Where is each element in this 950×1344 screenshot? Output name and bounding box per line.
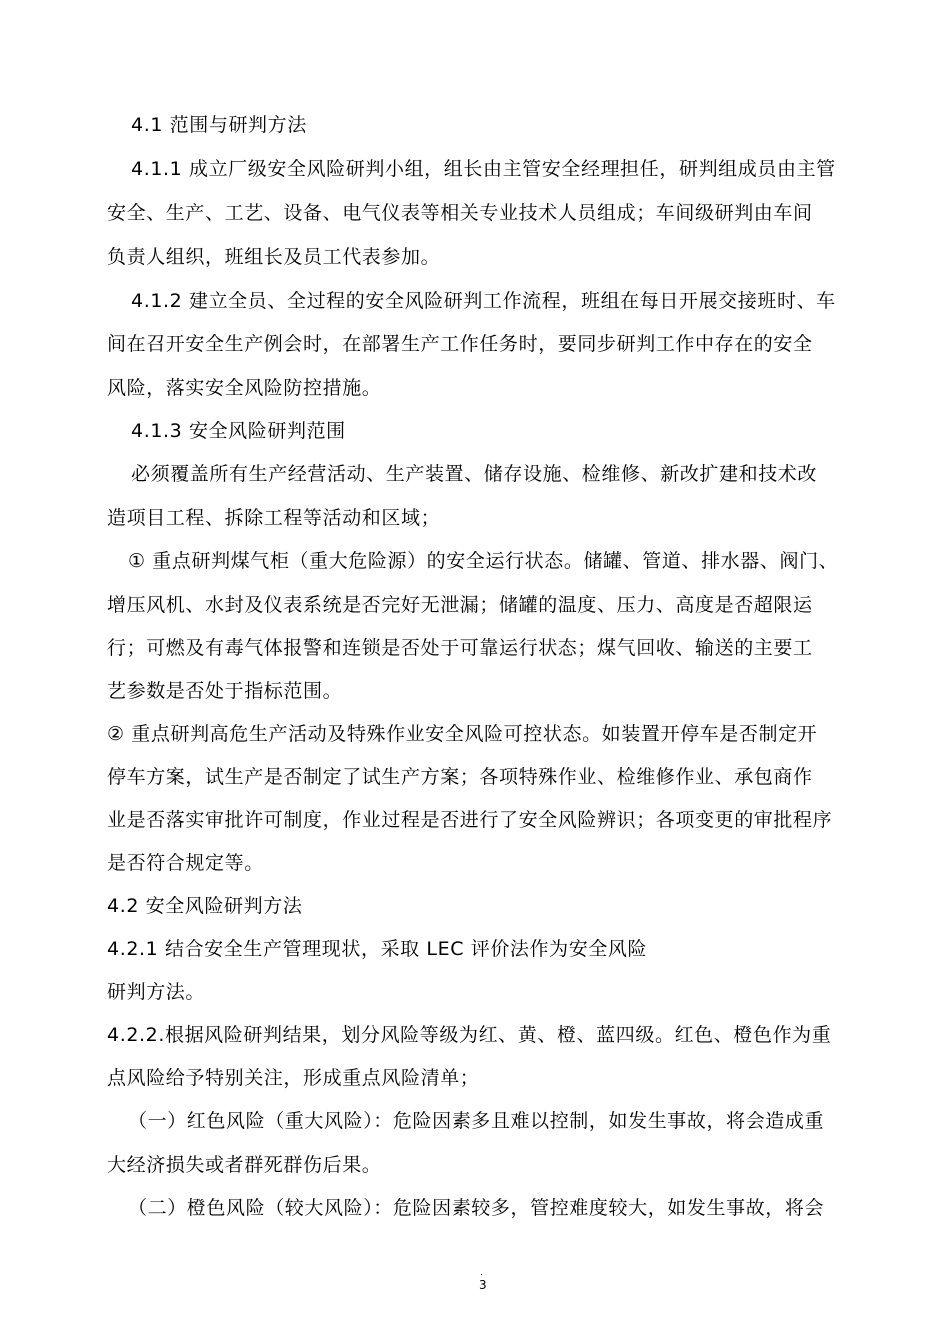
paragraph-4-1-1-line-2: 安全、生产、工艺、设备、电气仪表等相关专业技术人员组成；车间级研判由车间 bbox=[107, 202, 813, 224]
paragraph-scope-line-2: 造项目工程、拆除工程等活动和区域； bbox=[107, 507, 441, 529]
paragraph-4-2-1-line-2: 研判方法。 bbox=[107, 981, 206, 1003]
paragraph-4-1-2-line-3: 风险，落实安全风险防控措施。 bbox=[107, 377, 382, 399]
red-risk-line-2: 大经济损失或者群死群伤后果。 bbox=[107, 1154, 382, 1176]
page-number: 3 bbox=[479, 1278, 488, 1292]
orange-risk-line-1: （二）橙色风险（较大风险）：危险因素较多，管控难度较大，如发生事故，将会 bbox=[128, 1197, 825, 1219]
paragraph-scope-line-1: 必须覆盖所有生产经营活动、生产装置、储存设施、检维修、新改扩建和技术改 bbox=[131, 463, 818, 485]
paragraph-4-2-2-line-1: 4.2.2.根据风险研判结果，划分风险等级为红、黄、橙、蓝四级。红色、橙色作为重 bbox=[107, 1024, 832, 1046]
item-1-line-2: 增压风机、水封及仪表系统是否完好无泄漏；储罐的温度、压力、高度是否超限运 bbox=[107, 594, 813, 616]
section-heading-4-2: 4.2 安全风险研判方法 bbox=[107, 895, 303, 917]
paragraph-4-1-1-line-1: 4.1.1 成立厂级安全风险研判小组，组长由主管安全经理担任，研判组成员由主管 bbox=[131, 158, 836, 180]
item-2-line-3: 业是否落实审批许可制度，作业过程是否进行了安全风险辨识；各项变更的审批程序 bbox=[107, 809, 833, 831]
item-1-line-4: 艺参数是否处于指标范围。 bbox=[107, 680, 343, 702]
section-heading-4-1-3: 4.1.3 安全风险研判范围 bbox=[131, 420, 346, 442]
item-1-line-3: 行；可燃及有毒气体报警和连锁是否处于可靠运行状态；煤气回收、输送的主要工 bbox=[107, 637, 813, 659]
item-2-line-2: 停车方案，试生产是否制定了试生产方案；各项特殊作业、检维修作业、承包商作 bbox=[107, 766, 813, 788]
paragraph-4-2-1-line-1: 4.2.1 结合安全生产管理现状，采取 LEC 评价法作为安全风险 bbox=[107, 938, 648, 960]
item-2-line-4: 是否符合规定等。 bbox=[107, 852, 264, 874]
paragraph-4-2-2-line-2: 点风险给予特别关注，形成重点风险清单； bbox=[107, 1067, 480, 1089]
paragraph-4-1-1-line-3: 负责人组织，班组长及员工代表参加。 bbox=[107, 246, 441, 268]
item-1-line-1: ① 重点研判煤气柜（重大危险源）的安全运行状态。储罐、管道、排水器、阀门、 bbox=[128, 550, 839, 572]
item-2-line-1: ② 重点研判高危生产活动及特殊作业安全风险可控状态。如装置开停车是否制定开 bbox=[107, 723, 818, 745]
paragraph-4-1-2-line-2: 间在召开安全生产例会时，在部署生产工作任务时，要同步研判工作中存在的安全 bbox=[107, 333, 813, 355]
footer-dot: . bbox=[480, 1268, 484, 1278]
section-heading-4-1: 4.1 范围与研判方法 bbox=[131, 114, 307, 136]
paragraph-4-1-2-line-1: 4.1.2 建立全员、全过程的安全风险研判工作流程，班组在每日开展交接班时、车 bbox=[131, 290, 836, 312]
red-risk-line-1: （一）红色风险（重大风险）：危险因素多且难以控制，如发生事故，将会造成重 bbox=[128, 1110, 825, 1132]
